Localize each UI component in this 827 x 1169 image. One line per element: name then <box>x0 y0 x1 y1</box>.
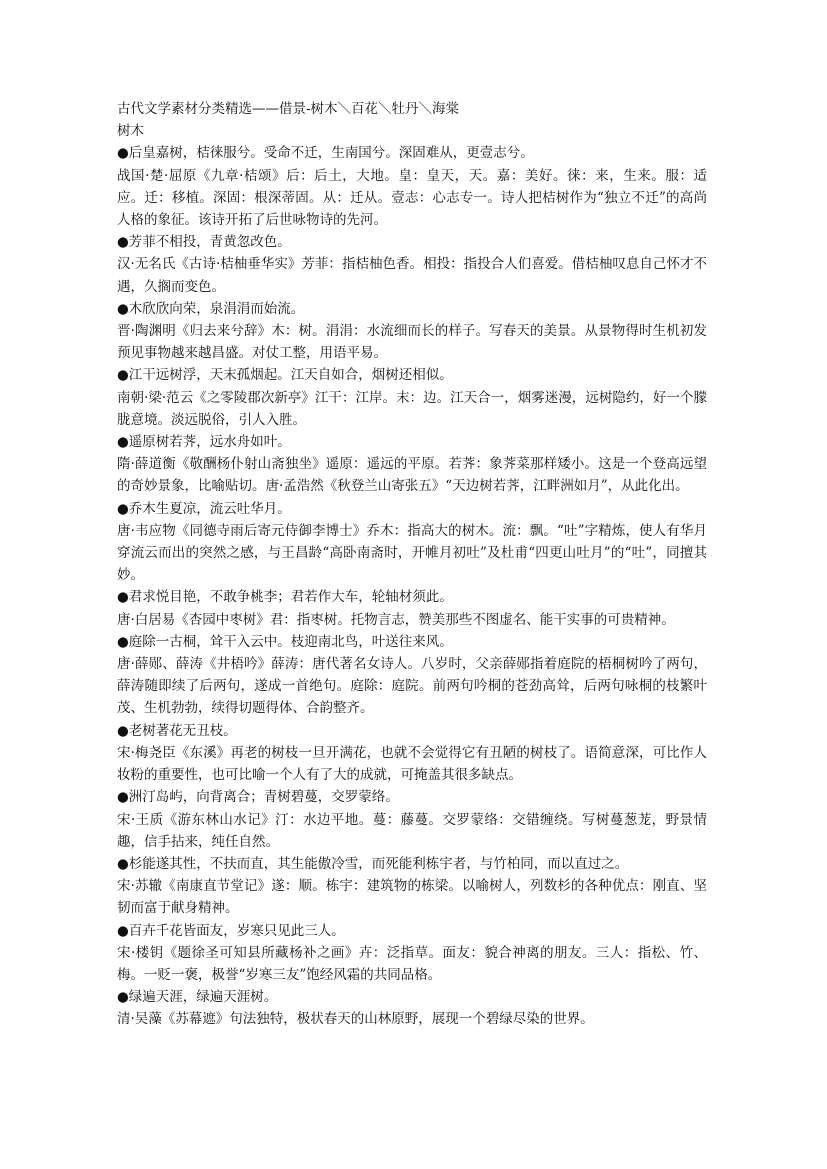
entry-quote: ●百卉千花皆面友，岁寒只见此三人。 <box>117 922 345 939</box>
entry-note: 唐·韦应物《同德寺雨后寄元侍御李博士》乔木：指高大的树木。流：飘。“吐”字精炼，使人有华月穿流云而出的突然之感，与王昌龄“高卧南斋时，开帷月初吐”及杜甫“四更山吐月”的“吐”，同擅其妙。 <box>117 522 707 584</box>
entry-note: 唐·薛郧、薛涛《井梧吟》薛涛：唐代著名女诗人。八岁时，父亲薛郧指着庭院的梧桐树吟了两句，薛涛随即续了后两句，遂成一首绝句。庭除：庭院。前两句吟桐的苍劲高耸，后两句咏桐的枝繁叶茂、生机勃勃，续得切题得体、合韵整齐。 <box>117 656 707 717</box>
entry-quote: ●芳菲不相投，青黄忽改色。 <box>117 234 291 251</box>
entry-note: 汉·无名氏《古诗·桔柚垂华实》芳菲：指桔柚色香。相投：指投合人们喜爱。借桔柚叹息自己怀才不遇，久搁而变色。 <box>117 256 707 295</box>
entry <box>117 298 707 365</box>
entry-quote: ●遥原树若荠，远水舟如叶。 <box>117 434 291 451</box>
entry-note: 南朝·梁·范云《之零陵郡次新亭》江干：江岸。末：边。江天合一，烟雾迷漫，远树隐约，好一个朦胧意境。淡远脱俗，引人入胜。 <box>117 389 707 428</box>
entry-quote: ●绿遍天涯，绿遍天涯树。 <box>117 989 278 1006</box>
entry-note: 宋·楼钥《题徐圣可知县所藏杨补之画》卉：泛指草。面友：貌合神离的朋友。三人：指松、竹、梅。一贬一褒，极誉“岁寒三友”饱经风霜的共同品格。 <box>117 944 707 983</box>
entry <box>117 853 707 920</box>
entry <box>117 142 707 231</box>
entry-quote: ●庭除一古桐，耸干入云中。枝迎南北鸟，叶送往来风。 <box>117 633 453 650</box>
entry <box>117 986 707 1030</box>
entry <box>117 920 707 987</box>
entry-note: 隋·薛道衡《敬酬杨仆射山斋独坐》遥原：遥远的平原。若荠：象荠菜那样矮小。这是一个登高远望的奇妙景象，比喻贴切。唐·孟浩然《秋登兰山寄张五》“天边树若荠，江畔洲如月”，从此化出。 <box>117 456 707 495</box>
entry-quote: ●木欣欣向荣，泉涓涓而始流。 <box>117 300 305 317</box>
entry <box>117 231 707 298</box>
entry-quote: ●洲汀岛屿，向背离合；青树碧蔓，交罗蒙络。 <box>117 789 399 806</box>
document-page <box>117 98 707 1031</box>
entry-quote: ●杉能遂其性，不扶而直，其生能傲冷雪，而死能利栋宇者，与竹柏同，而以直过之。 <box>117 855 629 872</box>
entry-quote: ●乔木生夏凉，流云吐华月。 <box>117 500 291 517</box>
entry-note: 宋·王质《游东林山水记》汀：水边平地。蔓：藤蔓。交罗蒙络：交错缠绕。写树蔓葱茏，野景情趣，信手拈来，纯任自然。 <box>117 811 707 850</box>
entry-note: 战国·楚·屈原《九章·桔颂》后：后土，大地。皇：皇天，天。嘉：美好。徕：来，生来。服：适应。迁：移植。深固：根深蒂固。从：迁从。壹志：心志专一。诗人把桔树作为“独立不迁”的高尚人格的象征。该诗开拓了后世咏物诗的先河。 <box>117 167 707 229</box>
entry <box>117 631 707 720</box>
entry-note: 宋·梅尧臣《东溪》再老的树枝一旦开满花，也就不会觉得它有丑陋的树枝了。语简意深，可比作人妆粉的重要性，也可比喻一个人有了大的成就，可掩盖其很多缺点。 <box>117 744 707 784</box>
entry <box>117 720 707 787</box>
entry-note: 宋·苏辙《南康直节堂记》遂：顺。栋宇：建筑物的栋梁。以喻树人，列数杉的各种优点：刚直、坚韧而富于献身精神。 <box>117 878 707 917</box>
entry <box>117 498 707 587</box>
entry-quote: ●老树著花无丑枝。 <box>117 722 237 739</box>
entry <box>117 786 707 853</box>
entry <box>117 586 707 630</box>
document-title: 古代文学素材分类精选——借景-树木＼百花＼牡丹＼海棠 <box>117 101 460 117</box>
entry-note: 晋·陶渊明《归去来兮辞》木：树。涓涓：水流细而长的样子。写春天的美景。从景物得时生机初发预见事物越来越昌盛。对仗工整，用语平易。 <box>117 323 707 362</box>
section-heading: 树木 <box>117 123 144 140</box>
entry-note: 唐·白居易《杏园中枣树》君：指枣树。托物言志，赞美那些不图虚名、能干实事的可贵精神。 <box>117 611 675 628</box>
entry-note: 清·吴藻《苏幕遮》句法独特，极状春天的山林原野，展现一个碧绿尽染的世界。 <box>117 1011 594 1028</box>
entry <box>117 431 707 498</box>
entry-quote: ●后皇嘉树，桔徕服兮。受命不迁，生南国兮。深固难从，更壹志兮。 <box>117 145 534 162</box>
entry-quote: ●君求悦目艳，不敢争桃李；君若作大车，轮轴材须此。 <box>117 589 453 606</box>
entry <box>117 364 707 431</box>
entry-quote: ●江干远树浮，天末孤烟起。江天自如合，烟树还相似。 <box>117 367 453 384</box>
